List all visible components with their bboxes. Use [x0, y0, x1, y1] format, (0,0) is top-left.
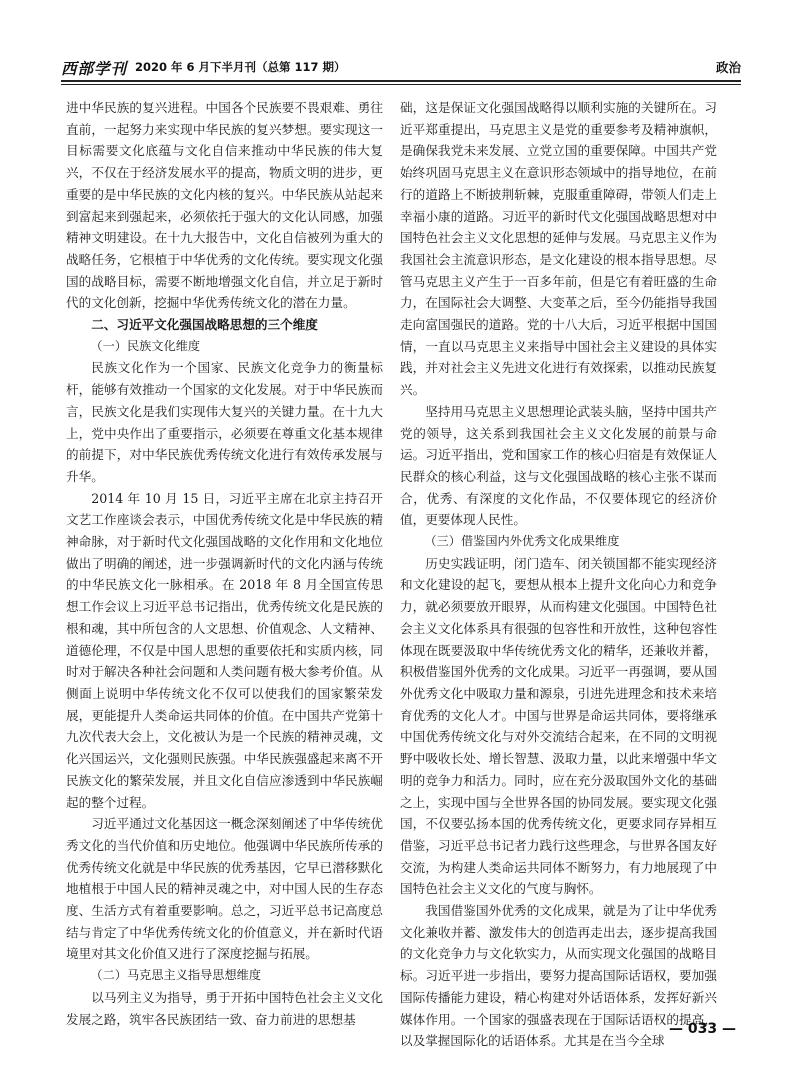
paragraph: 我国借鉴国外优秀的文化成果，就是为了让中华优秀文化兼收并蓄、激发伟大的创造再走出去，逐步提高我国的文化竞争力与文化软实力，从而实现文化强国的战略目标。习近平进一步指出，要努力提高国际话语权，要加强国际传播能力建设，精心构建对外话语体系，发挥好新兴媒体作用。一个国家的强盛表现在于国际话语权的提高，以及掌握国际化的话语体系。尤其是在当今全球: [400, 903, 717, 1049]
subsection-heading: （二）马克思主义指导思想维度: [90, 968, 262, 983]
section-label: 政治: [715, 60, 741, 75]
header-rule-thick: [61, 80, 741, 82]
paragraph: 2014 年 10 月 15 日，习近平主席在北京主持召开文艺工作座谈会表示，中国优秀传统文化是中华民族的精神命脉，对于新时代文化强国战略的文化作用和文化地位做出了明确的阐述，进一步强调新时代的文化内涵与传统的中华民族文化一脉相承。在 2018 年 8 月全国宣传思想工作会议上习近平总书记指出，优秀传统文化是民族的根和魂，其中所包含的人文思想、价值观念、人文精神、道德伦理，不仅是中国人思想的重要依托和实质内核，同时对于解决各种社会问题和人类问题有极大参考价值。从侧面上说明中华传统文化不仅可以使我们的国家繁荣发展，更能提升人类命运共同体的价值。在中国共产党第十九次代表大会上，文化被认为是一个民族的精神灵魂，文化兴国运兴，文化强则民族强。中华民族强盛起来离不开民族文化的繁荣发展，并且文化自信应渗透到中华民族崛起的整个过程。: [66, 490, 383, 810]
header-rule-thin: [61, 84, 741, 85]
subsection-heading: （三）借鉴国内外优秀文化成果维度: [424, 534, 620, 549]
paragraph: 习近平通过文化基因这一概念深刻阐述了中华传统优秀文化的当代价值和历史地位。他强调中华民族所传承的优秀传统文化就是中华民族的优秀基因，它早已潜移默化地植根于中国人民的精神灵魂之中，对中国人民的生存态度、生活方式有着重要影响。总之，习近平总书记高度总结与肯定了中华优秀传统文化的价值意义，并在新时代语境里对其文化价值又进行了深度挖掘与拓展。: [66, 816, 383, 962]
paragraph: 以马列主义为指导，勇于开拓中国特色社会主义文化发展之路，筑牢各民族团结一致、奋力前进的思想基: [66, 989, 383, 1027]
issue-info: 2020 年 6 月下半月刊（总第 117 期）: [135, 60, 346, 74]
paragraph: 进中华民族的复兴进程。中国各个民族要不畏艰难、勇往直前，一起努力来实现中华民族的复兴梦想。要实现这一目标需要文化底蕴与文化自信来推动中华民族的伟大复兴，不仅在于经济发展水平的提高，物质文明的进步，更重要的是中华民族的文化内核的复兴。中华民族从站起来到富起来到强起来，必须依托于强大的文化认同感，加强精神文明建设。在十九大报告中，文化自信被列为重大的战略任务，它根植于中华优秀的文化传统。要实现文化强国的战略目标，需要不断地增强文化自信，并立足于新时代的文化创新，挖掘中华优秀传统文化的潜在力量。: [66, 100, 383, 311]
page-header: [61, 58, 741, 76]
paragraph: 础，这是保证文化强国战略得以顺利实施的关键所在。习近平郑重提出，马克思主义是党的重要参考及精神旗帜，是确保我党未来发展、立党立国的重要保障。中国共产党始终巩固马克思主义在意识形态领域中的指导地位，在前行的道路上不断披荆斩棘，克服重重障碍，带领人们走上幸福小康的道路。习近平的新时代文化强国战略思想对中国特色社会主义文化思想的延伸与发展。马克思主义作为我国社会主流意识形态，是文化建设的根本指导思想。尽管马克思主义产生于一百多年前，但是它有着旺盛的生命力，在国际社会大调整、大变革之后，至今仍能指导我国走向富国强民的道路。党的十八大后，习近平根据中国国情，一直以马克思主义来指导中国社会主义建设的具体实践，并对社会主义先进文化进行有效探索，以推动民族复兴。: [400, 100, 717, 398]
page-number: — 033 —: [669, 1021, 736, 1037]
right-column: [400, 97, 717, 1052]
journal-logo: 西部学刊: [61, 59, 128, 78]
paragraph: 坚持用马克思主义思想理论武装头脑，坚持中国共产党的领导，这关系到我国社会主义文化发展的前景与命运。习近平指出，党和国家工作的核心归宿是有效保证人民群众的核心利益，这与文化强国战略的核心主张不谋而合，优秀、有深度的文化作品，不仅要体现它的经济价值，更要体现人民性。: [400, 403, 717, 528]
subsection-heading: （一）民族文化维度: [90, 338, 201, 353]
left-column: [66, 97, 383, 1030]
paragraph: 历史实践证明，闭门造车、闭关锁国都不能实现经济和文化建设的起飞，要想从根本上提升文化向心力和竞争力，就必须要放开眼界，从而构建文化强国。中国特色社会主义文化体系具有很强的包容性和开放性，这种包容性体现在既要汲取中华传统优秀文化的精华，还兼收并蓄，积极借鉴国外优秀的文化成果。习近平一再强调，要从国外优秀文化中吸取力量和源泉，引进先进理念和技术来培育优秀的文化人才。中国与世界是命运共同体，要将继承中国优秀传统文化与对外交流结合起来，在不同的文明视野中吸收长处、增长智慧、汲取力量，以此来增强中华文明的竞争力和活力。同时，应在充分汲取国外文化的基础之上，实现中国与全世界各国的协同发展。要实现文化强国，不仅要弘扬本国的优秀传统文化，更要求同存异相互借鉴，习近平总书记者力践行这些理念，与世界各国友好交流，为构建人类命运共同体不断努力，有力地展现了中国特色社会主义文化的气度与胸怀。: [400, 555, 717, 897]
paragraph: 民族文化作为一个国家、民族文化竞争力的衡量标杆，能够有效推动一个国家的文化发展。对于中华民族而言，民族文化是我们实现伟大复兴的关键力量。在十九大上，党中央作出了重要指示，必须要在尊重文化基本规律的前提下，对中华民族优秀传统文化进行有效传承发展与升华。: [66, 360, 383, 484]
section-heading: 二、习近平文化强国战略思想的三个维度: [91, 317, 318, 333]
